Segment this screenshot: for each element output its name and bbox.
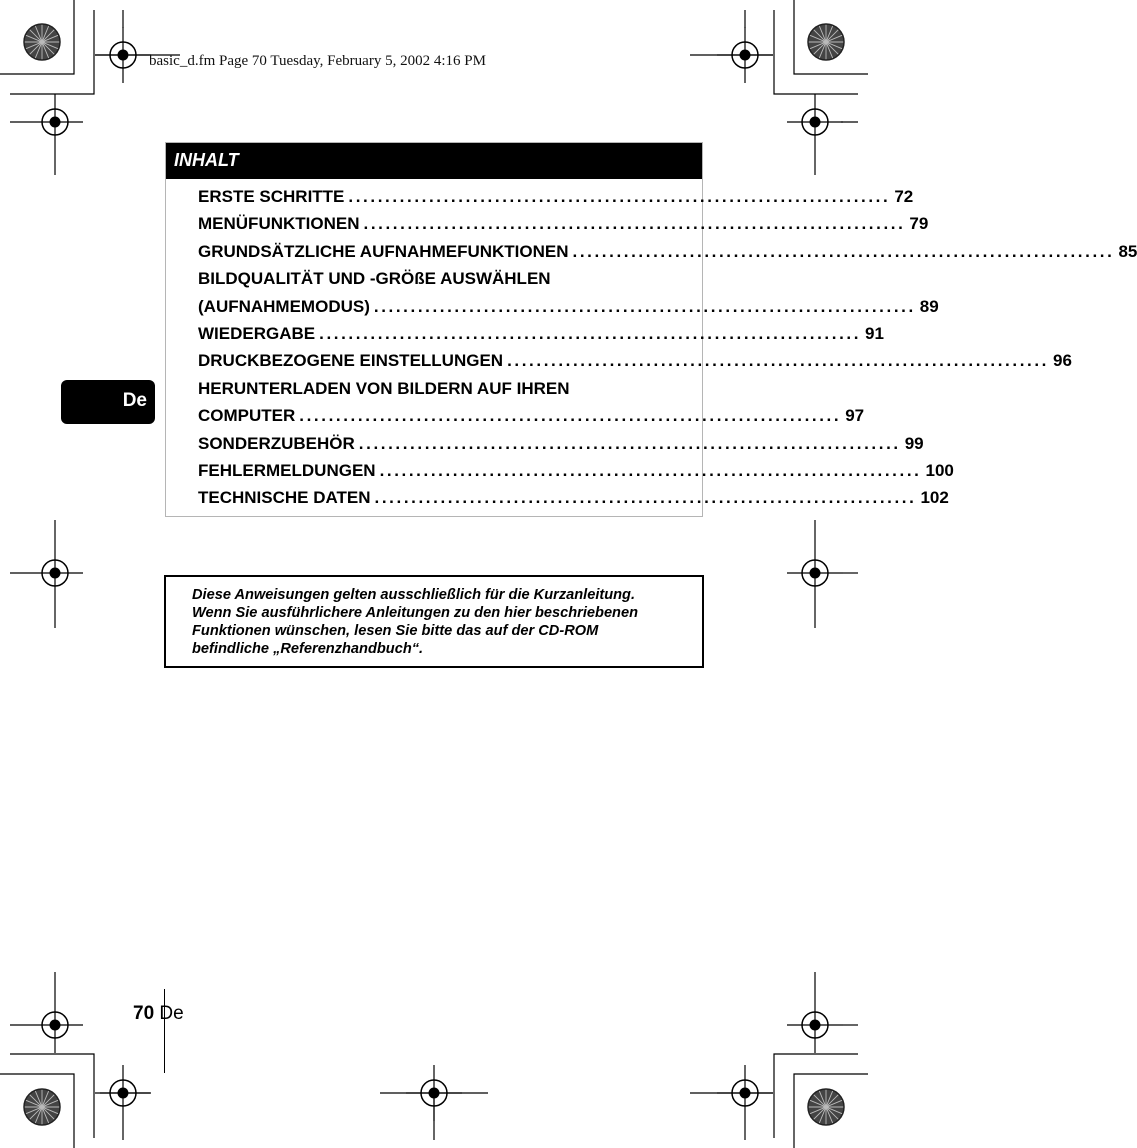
toc-entry	[198, 430, 924, 457]
toc-entry-title: MENÜFUNKTIONEN	[198, 214, 360, 234]
toc-entry-title: SONDERZUBEHÖR	[198, 433, 355, 453]
toc-entry	[198, 320, 884, 347]
language-tab	[61, 380, 155, 424]
notice-line: Funktionen wünschen, lesen Sie bitte das auf der CD-ROM	[192, 623, 599, 639]
toc-entry-title: ERSTE SCHRITTE	[198, 187, 345, 206]
toc-entry-page: 89	[919, 296, 939, 316]
toc-list	[198, 183, 1137, 512]
toc-entry-page: 85	[1118, 241, 1137, 261]
toc-entry-page: 102	[920, 488, 949, 508]
toc-entry-page: 72	[894, 187, 914, 206]
toc-entry-title: DRUCKBEZOGENE EINSTELLUNGEN	[198, 351, 504, 371]
print-header: basic_d.fm Page 70 Tuesday, February 5, 2002 4:16 PM	[149, 53, 486, 69]
toc-leader: ..........................................................................	[348, 187, 891, 206]
page-number: 70	[133, 1003, 155, 1024]
toc-leader: ..........................................................................	[373, 296, 916, 316]
toc-entry-title: HERUNTERLADEN VON BILDERN AUF IHREN	[198, 378, 570, 398]
page-language: De	[159, 1003, 184, 1024]
toc-entry-page: 99	[904, 433, 924, 453]
toc-leader: ..........................................................................	[358, 433, 901, 453]
toc-entry-title: TECHNISCHE DATEN	[198, 488, 371, 508]
toc-entry-title: WIEDERGABE	[198, 323, 316, 343]
toc-leader: ..........................................................................	[507, 351, 1049, 371]
notice-box	[164, 575, 704, 668]
toc-entry-page: 97	[845, 406, 865, 426]
notice-line: Wenn Sie ausführlichere Anleitungen zu den hier beschriebenen	[192, 605, 639, 621]
toc-entry	[198, 293, 939, 320]
toc-title: INHALT	[174, 150, 239, 170]
table-of-contents	[165, 142, 1137, 517]
toc-entry-page: 100	[925, 460, 954, 480]
toc-entry	[198, 183, 914, 210]
toc-entry-page: 91	[865, 323, 884, 343]
toc-entry	[198, 484, 949, 511]
toc-entry	[198, 347, 1072, 374]
toc-leader: ..........................................................................	[299, 406, 842, 426]
toc-entry-title: COMPUTER	[198, 406, 296, 426]
toc-entry	[198, 265, 680, 292]
toc-leader: ..........................................................................	[319, 323, 862, 343]
folio-rule	[164, 989, 165, 1073]
toc-leader: ..........................................................................	[379, 460, 922, 480]
toc-entry-page: 79	[909, 214, 929, 234]
toc-leader: ..........................................................................	[374, 488, 917, 508]
toc-entry	[198, 457, 954, 484]
notice-line: befindliche „Referenzhandbuch“.	[192, 641, 424, 657]
toc-entry	[198, 402, 865, 429]
notice-line: Diese Anweisungen gelten ausschließlich für die Kurzanleitung.	[192, 587, 636, 603]
toc-leader: ..........................................................................	[363, 214, 906, 234]
toc-entry-page: 96	[1053, 351, 1072, 371]
toc-leader: ..........................................................................	[572, 241, 1115, 261]
toc-title-bar	[166, 143, 702, 179]
language-tab-label: De	[122, 390, 147, 411]
page-folio	[133, 1003, 184, 1025]
toc-entry	[198, 238, 1137, 265]
toc-entry-title: BILDQUALITÄT UND -GRÖßE AUSWÄHLEN	[198, 269, 551, 289]
toc-entry-title: FEHLERMELDUNGEN	[198, 460, 376, 480]
toc-entry-title: GRUNDSÄTZLICHE AUFNAHMEFUNKTIONEN	[198, 241, 569, 261]
toc-entry-title: (AUFNAHMEMODUS)	[198, 296, 370, 316]
toc-entry	[198, 375, 680, 402]
toc-entry	[198, 210, 929, 237]
